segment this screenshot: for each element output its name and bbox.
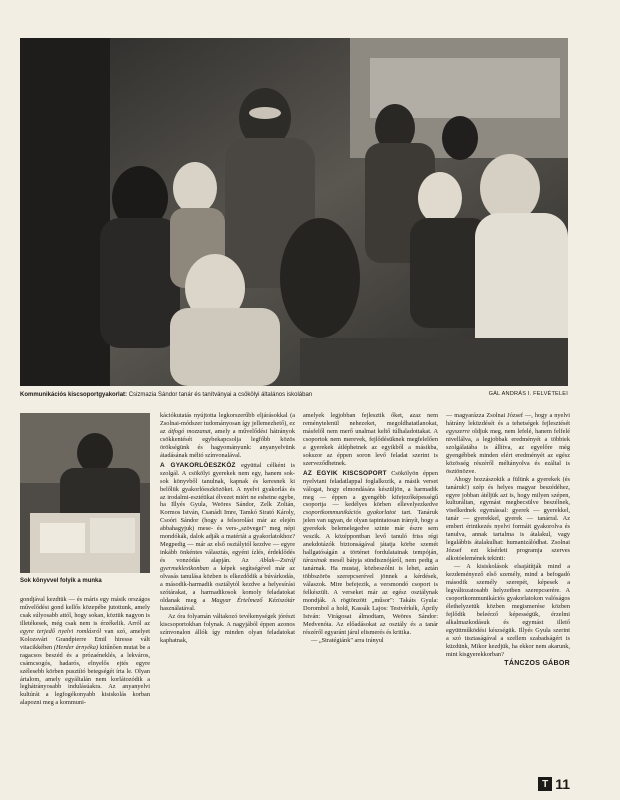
col3-text-d: mesél bátyja sündisznójáról, nem pedig a tanárnak. Ha mustaj, közbeszólni is lehet, aztán többszörös szerepcserével jönnek a kérdések, válaszok. Mire befejezik, a versmondó csoport is felkészült. A verseket már az egész osztálynak mondják. A rögtönzött „műsor": Takáts Gyula: Dorombol a hold, Kassák Lajos: Testvérkék, Áprily István: Virágosat álmodtam, Weöres Sándor: Medvenóta. Az előadásokat az osztály és a tanár részéről egyaránt járul elismerés és kritika.	[303, 557, 438, 636]
caption-text: Csizmazia Sándor tanár és tanítványai a csökölyi általános iskolában	[127, 392, 313, 398]
section-heading-gyakorloeszkoz: A GYAKORLÓESZKÖZ	[160, 461, 236, 469]
col1-text-c: kitűnően mutat be a ragacsos beszéd és a prózaéneklés, a lekváros, csámcsogós, hadarós, elnyelős ejtés egyre szélesebb körben pusztító betegségét írta le. Olyan ártalom, amely egyáltalán nem korlátozódik a leghátrányosabb indulásúakra. Az anyanyelvi kultúrát a legfogékonyabb kisiskolás korban alapozni meg a kommuni-	[20, 643, 150, 707]
col4-emphasis-a: egyszerre	[446, 427, 470, 435]
col2-emphasis-c: Magyar Értelmező Kéziszótár	[211, 596, 295, 604]
col2-text-e: használatával.	[160, 604, 196, 612]
col1-emphasis-b: (Herder árnyéka)	[53, 643, 99, 651]
col3-text-b: Csökölyön éppen nyelvtani feladatlappal foglalkozik, a másik verset válogat, hogy elmondására készüljön, a harmadik meg — éppen a gyengébb kifejezőképességű csoportja — kedélyes körben ellevelyezkedve	[303, 469, 438, 509]
page-number: 11	[555, 776, 570, 792]
col3-emphasis-a: csoportkommunikációs gyakorlatot	[303, 509, 396, 517]
col4-text-c: Ahogy hozzászokik a fülünk a gyerekek (és tanáruk!) szép és helyes magyar beszédéhez, egyre jobban átéljük azt is, hogy milyen szépen, kulturáltan, egymást megbecsülve beszélnek, viselkednek egymással: gyerek — gyerekkel, tanár — gyerekkel, gyerek — tanárral. Az emberi érintkezés nyelvi formáit gyakorolva és tanulva, annak tartalma is átalakul, vagy legalábbis átalakulhat: humanizálódhat. Zsolnai József ezt kísérleti programja szerves alkotóelemének tekinti:	[446, 475, 570, 563]
top-photo-caption	[20, 391, 450, 399]
col4-text-a: — magyarázza Zsolnai József —, hogy a nyelvi hátrány leküzdését és a tehetségek fejlesztését	[446, 412, 570, 427]
col1-text-a: gondjával kezdtük — és máris egy másik országos művelődési gond kellős közepébe jutottunk, amely csak súlyosabb attól, hogy sokan, köztük nagyon is illetékesek, még csak nem is érzékelik. Arról az	[20, 596, 150, 627]
magazine-logo-icon: T	[538, 777, 552, 791]
col2-text-c: együttal célként is szolgál. A csökölyi gyerekek nem egy, hanem sok-sok könyvből tanulnak, kapnak és keresnek ki belőlük gyakorlóeszközöket. A nyelvi gyakorlás és az irodalmi-esztétikai élvezet miért ne eshetne egybe, ha Illyés Gyula, Weöres Sándor, Zelk Zoltán, Kormos István, Csanádi Imre, Tamkó Sirató Károly, Csoóri Sándor (hogy a felsorolást már az elején abbahagyjuk) mese- és vers-„szövegei" meg népi mondókák, dalok adják a matériát a gyakorlatokhoz? Megpedig — már az első osztálytól kezdve — egyre inkább önkéntes választás, egyéni ízlés, érdeklődés és vonzódás alapján. Az	[160, 461, 295, 565]
photo-credit: GÁL ANDRÁS I. FELVÉTELEI	[488, 391, 568, 397]
col2-text-a: kációkutatás nyújtotta legkorszerűbb eljárásokkal (a Zsolnai-módszer tudományosan így jellemezhető), ez az	[160, 412, 295, 435]
col4-text-d: — A kisiskolások elsajátítják mind a kezdeményező első személy, mind a befogadó második személy szerepét, képesek a legváltozatosabb helyzetben szerepcserére. A csoportkommunikációs gyakorlatokon valóságos élethelyzetük közben megismerése közben fejlődik beleérző képességük, érzelmi alkalmazkodásuk és egymást illető együttműködési készségük. Illyés Gyula szerint a szó tisztaságával a szellem szabadságért is küzdünk, Mikor kezdjük, ha ekkor nem akarunk, mint kisgyerekkorban?	[446, 563, 570, 658]
books-photo	[20, 413, 150, 573]
col2-emphasis-a: átfogó mozzanat	[168, 427, 211, 435]
article-column-1	[20, 596, 150, 707]
col2-emphasis-b: Ablak—Zsiráf gyermeklexikonban	[160, 557, 295, 573]
article-column-3	[303, 412, 438, 645]
col4-text-b: oldjuk meg, nem lefelé, hanem felfelé nivellálva, a legjobbak eredményét a többiek szolgálatába is állítva, az egyelőre még gyengébbek minden elért eredményét az egész közösség részéről méltányolva és ezáltal is ösztönözve.	[446, 427, 570, 475]
books-photo-caption: Sok könyvvel folyik a munka	[20, 578, 102, 584]
col2-text-d: a képek segítségével már az olvasás tanulása közben is elkezdődik a búvárkodás, a második-harmadik osztálytól kezdve a helyesírási szótárakat, a harmadikosok komoly feladatokat oldanak meg a	[160, 565, 295, 604]
article-column-2	[160, 412, 295, 645]
col1-text-b: van szó, amelyet Kolozsvári Grandpierre Emil hiresse vált vitacikkében	[20, 627, 151, 651]
article-column-4	[446, 412, 570, 668]
col3-text-c: tart. Tanáruk jelen van ugyan, de olyan tapintatosan irányít, hogy a gyerekek belemelegedve szinte már észre sem veszik. A középpontban levő tanuló friss régi anekdotázók biztonságával játatja körbe szemét hallgatóságán a történet fordulatainak tempóján,	[303, 509, 438, 557]
col3-text-e: — „Stratégiánk" arra irányul	[311, 636, 384, 644]
section-heading-kiscsoport: AZ EGYIK KISCSOPORT	[303, 469, 387, 477]
col3-text-a: amelyek legjobban fejlesztik őket, azaz nem reménytelenül nehezeket, megoldhatatlanokat, másfelől nem merő unalmat keltő túlhaladottakat. A csoportok nem merevek, fejlődésüknek megfelelően a gyerekek átléphetnek az egyikből a másikba, sokszor az éppen soron levő feladat szerint is szerveződhetnek.	[303, 412, 438, 467]
col2-text-f: Az óra folyamán váltakozó tevékenységek jórészt kiscsoportokban folynak. A nagyjából éppen azonos színvonalon állók így minden olyan feladatokat kaphatnak,	[160, 612, 295, 644]
col2-text-b: , amely a művelődési hátrányok csökkentését egybekapcsolja legfőbb közös örökségünk és hagyományunk: anyanyelvünk átadásának méltó színvonalával.	[160, 427, 295, 459]
classroom-photo	[20, 38, 568, 386]
article-author: TÁNCZOS GÁBOR	[504, 659, 570, 667]
caption-title: Kommunikációs kiscsoportgyakorlat:	[20, 392, 128, 398]
col1-emphasis-a: egyre terjedő nyelvi romlásról	[20, 627, 102, 635]
page-number-block	[538, 776, 570, 792]
col3-emphasis-b: tárasinak	[303, 557, 327, 565]
